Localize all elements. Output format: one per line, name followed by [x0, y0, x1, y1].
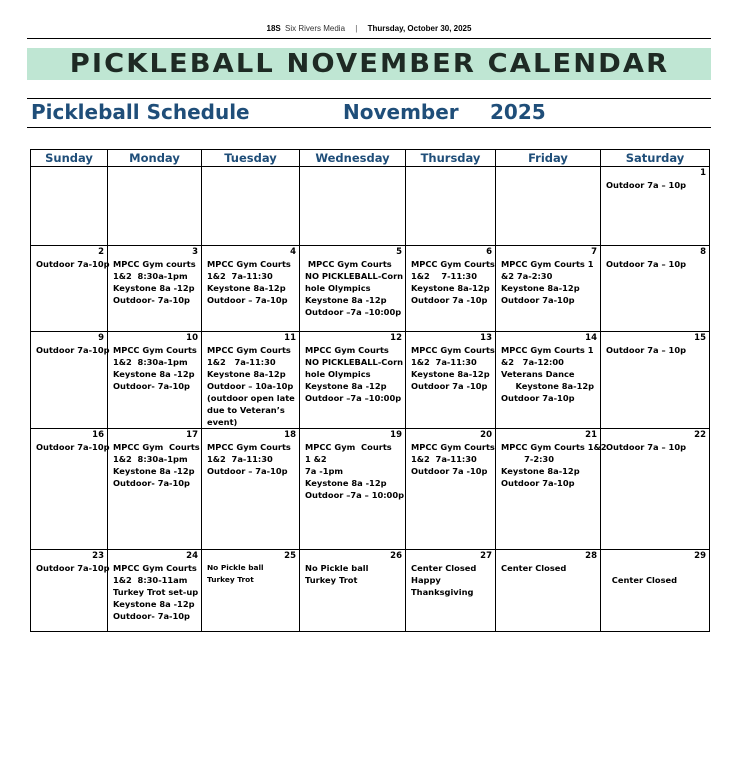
weekday-header: Wednesday — [300, 150, 406, 167]
day-cell — [202, 167, 300, 246]
event-line: Veterans Dance — [501, 369, 575, 379]
schedule-rule-top — [27, 98, 711, 99]
day-cell — [300, 332, 406, 429]
day-number: 5 — [396, 247, 402, 257]
event-line: 1&2 8:30a-1pm — [113, 271, 188, 281]
event-list — [601, 550, 709, 586]
page-number: 18S — [266, 24, 281, 33]
title-banner — [27, 48, 711, 80]
event-line: 1&2 8:30a-1pm — [113, 454, 188, 464]
event-line: Outdoor 7a -10p — [411, 295, 488, 305]
day-cell — [300, 550, 406, 632]
event-line: Outdoor 7a-10p — [501, 393, 575, 403]
day-cell — [31, 550, 108, 632]
event-list — [31, 332, 110, 356]
day-number: 20 — [480, 430, 492, 440]
day-number: 17 — [186, 430, 198, 440]
event-line: Keystone 8a -12p — [113, 466, 195, 476]
event-line: MPCC Gym Courts — [411, 442, 495, 452]
event-line: Center Closed — [501, 563, 567, 573]
event-line: NO PICKLEBALL-Corn — [305, 357, 404, 367]
event-line: Keystone 8a-12p — [411, 369, 490, 379]
event-line: Outdoor – 10a-10p — [207, 381, 294, 391]
day-cell-content — [31, 167, 107, 245]
day-cell-content — [601, 429, 709, 549]
event-line: MPCC Gym Courts — [207, 259, 291, 269]
event-list — [108, 167, 201, 179]
calendar-body — [31, 167, 710, 632]
day-cell-content — [31, 246, 110, 331]
event-line: Outdoor 7a-10p — [36, 345, 110, 355]
event-list — [601, 246, 709, 270]
day-cell-content — [496, 429, 607, 549]
week-row — [31, 167, 710, 246]
event-line: Outdoor- 7a-10p — [113, 611, 190, 621]
event-line: No Pickle ball — [305, 563, 369, 573]
schedule-year: 2025 — [490, 100, 546, 124]
event-line: MPCC Gym Courts 1 — [501, 345, 594, 355]
day-cell-content — [406, 246, 495, 331]
event-list — [406, 246, 495, 306]
event-line: MPCC Gym Courts — [411, 259, 495, 269]
event-line: Outdoor- 7a-10p — [113, 295, 190, 305]
event-line: Outdoor 7a – 10p — [606, 180, 687, 190]
day-number: 12 — [390, 333, 402, 343]
event-line: MPCC Gym Courts — [411, 345, 495, 355]
day-cell — [108, 429, 202, 550]
event-line: Keystone 8a -12p — [113, 283, 195, 293]
day-cell — [31, 167, 108, 246]
day-cell — [406, 332, 496, 429]
banner-title: PICKLEBALL NOVEMBER CALENDAR — [69, 49, 669, 79]
weekday-header: Saturday — [601, 150, 710, 167]
event-line: 1&2 7a-11:30 — [411, 357, 477, 367]
event-line: 1&2 7a-11:30 — [411, 454, 477, 464]
event-line: MPCC Gym Courts — [113, 345, 197, 355]
weekday-header: Sunday — [31, 150, 108, 167]
day-cell-content — [300, 167, 405, 245]
event-list — [601, 429, 709, 453]
day-cell-content — [496, 246, 600, 331]
weekday-header: Monday — [108, 150, 202, 167]
day-cell-content — [108, 332, 201, 428]
day-cell-content — [300, 429, 405, 549]
day-cell-content — [202, 550, 299, 631]
event-line: 1&2 8:30-11am — [113, 575, 188, 585]
event-list — [300, 246, 405, 318]
event-line: Turkey Trot — [305, 575, 358, 585]
day-cell-content — [496, 167, 600, 245]
event-line: 7a -1pm — [305, 466, 344, 476]
day-number: 14 — [585, 333, 597, 343]
event-line: Outdoor- 7a-10p — [113, 478, 190, 488]
day-cell-content — [601, 246, 709, 331]
day-cell — [31, 246, 108, 332]
event-line: Outdoor 7a -10p — [411, 381, 488, 391]
event-line: MPCC Gym Courts — [207, 345, 291, 355]
day-cell-content — [601, 167, 709, 245]
event-line: Keystone 8a -12p — [305, 295, 387, 305]
day-number: 15 — [694, 333, 706, 343]
day-number: 19 — [390, 430, 402, 440]
event-line: Outdoor 7a-10p — [501, 478, 575, 488]
event-line: 1&2 7a-11:30 — [207, 357, 276, 367]
event-line: 1&2 7a-11:30 — [207, 271, 273, 281]
day-cell — [496, 246, 601, 332]
event-line: Center Closed — [606, 575, 678, 585]
day-number: 4 — [290, 247, 296, 257]
day-cell — [202, 246, 300, 332]
day-cell-content — [108, 246, 201, 331]
event-line: Outdoor 7a – 10p — [606, 259, 687, 269]
event-list — [202, 167, 299, 179]
masthead-rule — [27, 38, 711, 39]
event-line: Outdoor –7a –10:00p — [305, 307, 402, 317]
event-line: Keystone 8a-12p — [501, 466, 580, 476]
day-number: 21 — [585, 430, 597, 440]
day-cell — [406, 246, 496, 332]
event-line: No Pickle ball — [207, 563, 264, 572]
event-line: MPCC Gym courts — [113, 259, 196, 269]
event-line: Happy — [411, 575, 441, 585]
day-cell-content — [31, 429, 110, 549]
event-line: Outdoor 7a-10p — [36, 563, 110, 573]
weekday-header: Friday — [496, 150, 601, 167]
event-line: Keystone 8a -12p — [305, 381, 387, 391]
event-line: Keystone 8a-12p — [501, 381, 595, 391]
event-line: Thanksgiving — [411, 587, 474, 597]
schedule-heading — [31, 100, 711, 126]
event-line: 1 &2 — [305, 454, 327, 464]
day-cell-content — [108, 429, 201, 549]
event-line: MPCC Gym Courts — [305, 259, 392, 269]
event-list — [202, 332, 299, 428]
day-number: 16 — [92, 430, 104, 440]
day-cell — [406, 167, 496, 246]
event-list — [300, 167, 405, 179]
week-row — [31, 550, 710, 632]
day-number: 22 — [694, 430, 706, 440]
event-line: MPCC Gym Courts — [207, 442, 291, 452]
day-cell-content — [202, 167, 299, 245]
event-line: due to Veteran’s — [207, 405, 285, 415]
day-number: 9 — [98, 333, 104, 343]
event-line: (outdoor open late — [207, 393, 295, 403]
event-line — [606, 562, 705, 574]
event-line: 1&2 7a-11:30 — [207, 454, 273, 464]
event-list — [31, 246, 110, 270]
day-cell-content — [406, 167, 495, 245]
event-line: Outdoor – 7a-10p — [207, 466, 288, 476]
day-cell-content — [300, 550, 405, 631]
day-number: 24 — [186, 551, 198, 561]
day-number: 25 — [284, 551, 296, 561]
day-cell-content — [202, 246, 299, 331]
day-cell-content — [108, 167, 201, 245]
event-list — [601, 332, 709, 356]
day-cell — [300, 429, 406, 550]
day-number: 27 — [480, 551, 492, 561]
day-number: 11 — [284, 333, 296, 343]
publication-name: Six Rivers Media — [285, 24, 346, 33]
weekday-header: Thursday — [406, 150, 496, 167]
event-line: Turkey Trot — [207, 575, 254, 584]
day-cell — [601, 246, 710, 332]
issue-date: Thursday, October 30, 2025 — [367, 24, 472, 33]
day-cell — [496, 429, 607, 550]
day-cell — [601, 332, 710, 429]
day-cell — [108, 246, 202, 332]
day-cell-content — [31, 550, 110, 631]
event-line: 1&2 7-11:30 — [411, 271, 477, 281]
event-line: &2 7a-2:30 — [501, 271, 553, 281]
day-cell — [496, 167, 601, 246]
day-number: 28 — [585, 551, 597, 561]
day-cell — [601, 550, 710, 632]
event-line: Keystone 8a -12p — [113, 599, 195, 609]
day-number: 6 — [486, 247, 492, 257]
week-row — [31, 429, 710, 550]
event-line: MPCC Gym Courts — [113, 563, 197, 573]
event-line: event) — [207, 417, 238, 427]
day-number: 13 — [480, 333, 492, 343]
day-cell-content — [108, 550, 201, 631]
event-line: Outdoor 7a – 10p — [606, 345, 687, 355]
day-cell — [202, 332, 300, 429]
event-line: &2 7a-12:00 — [501, 357, 564, 367]
calendar-grid — [30, 149, 710, 632]
event-line: Outdoor- 7a-10p — [113, 381, 190, 391]
event-line: MPCC Gym Courts — [305, 345, 389, 355]
day-cell — [496, 332, 601, 429]
event-line: Keystone 8a-12p — [207, 369, 286, 379]
event-line: hole Olympics — [305, 369, 371, 379]
event-list — [406, 167, 495, 179]
day-cell — [108, 167, 202, 246]
event-line: Outdoor 7a-10p — [501, 295, 575, 305]
event-line: Keystone 8a -12p — [113, 369, 195, 379]
day-cell — [496, 550, 601, 632]
event-line: MPCC Gym Courts — [305, 442, 392, 452]
event-line: Keystone 8a-12p — [411, 283, 490, 293]
day-cell-content — [300, 246, 405, 331]
day-cell — [202, 429, 300, 550]
day-number: 10 — [186, 333, 198, 343]
day-cell — [202, 550, 300, 632]
week-row — [31, 246, 710, 332]
day-cell — [601, 167, 710, 246]
day-number: 8 — [700, 247, 706, 257]
event-line: Center Closed — [411, 563, 477, 573]
schedule-month: November — [343, 100, 459, 124]
weekday-header-row — [31, 150, 710, 167]
event-line: Outdoor 7a – 10p — [606, 442, 687, 452]
day-cell — [300, 167, 406, 246]
event-line: Outdoor –7a – 10:00p — [305, 490, 405, 500]
masthead — [0, 24, 738, 33]
event-line: Keystone 8a-12p — [207, 283, 286, 293]
day-cell — [601, 429, 710, 550]
day-cell — [108, 550, 202, 632]
event-line: Keystone 8a -12p — [305, 478, 387, 488]
event-line: hole Olympics — [305, 283, 371, 293]
day-cell-content — [202, 332, 299, 428]
day-cell-content — [406, 429, 495, 549]
event-line: 7-2:30 — [501, 454, 554, 464]
event-line: MPCC Gym Courts 1 — [501, 259, 594, 269]
day-number: 7 — [591, 247, 597, 257]
day-cell-content — [31, 332, 110, 428]
day-cell-content — [406, 550, 495, 631]
event-list — [496, 167, 600, 179]
schedule-rule-bottom — [27, 127, 711, 128]
event-line: NO PICKLEBALL-Corn — [305, 271, 404, 281]
day-number: 3 — [192, 247, 198, 257]
event-line: 1&2 8:30a-1pm — [113, 357, 188, 367]
event-line: MPCC Gym Courts — [113, 442, 200, 452]
day-cell — [108, 332, 202, 429]
day-cell-content — [496, 332, 600, 428]
day-number: 26 — [390, 551, 402, 561]
event-line: Turkey Trot set-up — [113, 587, 199, 597]
week-row — [31, 332, 710, 429]
day-cell — [31, 429, 108, 550]
event-line: Outdoor – 7a-10p — [207, 295, 288, 305]
day-number: 23 — [92, 551, 104, 561]
event-list — [108, 246, 201, 306]
schedule-title: Pickleball Schedule — [31, 100, 250, 124]
event-line: Outdoor 7a-10p — [36, 442, 110, 452]
day-number: 29 — [694, 551, 706, 561]
event-list — [202, 246, 299, 306]
day-cell-content — [300, 332, 405, 428]
event-list — [601, 167, 709, 191]
day-cell-content — [202, 429, 299, 549]
day-number: 2 — [98, 247, 104, 257]
day-cell — [406, 429, 496, 550]
event-list — [496, 246, 600, 306]
event-line: Outdoor 7a -10p — [411, 466, 488, 476]
day-number: 18 — [284, 430, 296, 440]
day-cell — [300, 246, 406, 332]
event-line: Outdoor 7a-10p — [36, 259, 110, 269]
day-cell — [31, 332, 108, 429]
event-line: Keystone 8a-12p — [501, 283, 580, 293]
day-cell-content — [601, 550, 709, 631]
day-cell-content — [601, 332, 709, 428]
event-line: MPCC Gym Courts 1&2 — [501, 442, 607, 452]
day-cell-content — [406, 332, 495, 428]
day-cell-content — [496, 550, 600, 631]
event-line: Outdoor –7a –10:00p — [305, 393, 402, 403]
event-list — [31, 167, 107, 179]
day-number: 1 — [700, 168, 706, 178]
day-cell — [406, 550, 496, 632]
masthead-separator: | — [355, 24, 358, 33]
weekday-header: Tuesday — [202, 150, 300, 167]
